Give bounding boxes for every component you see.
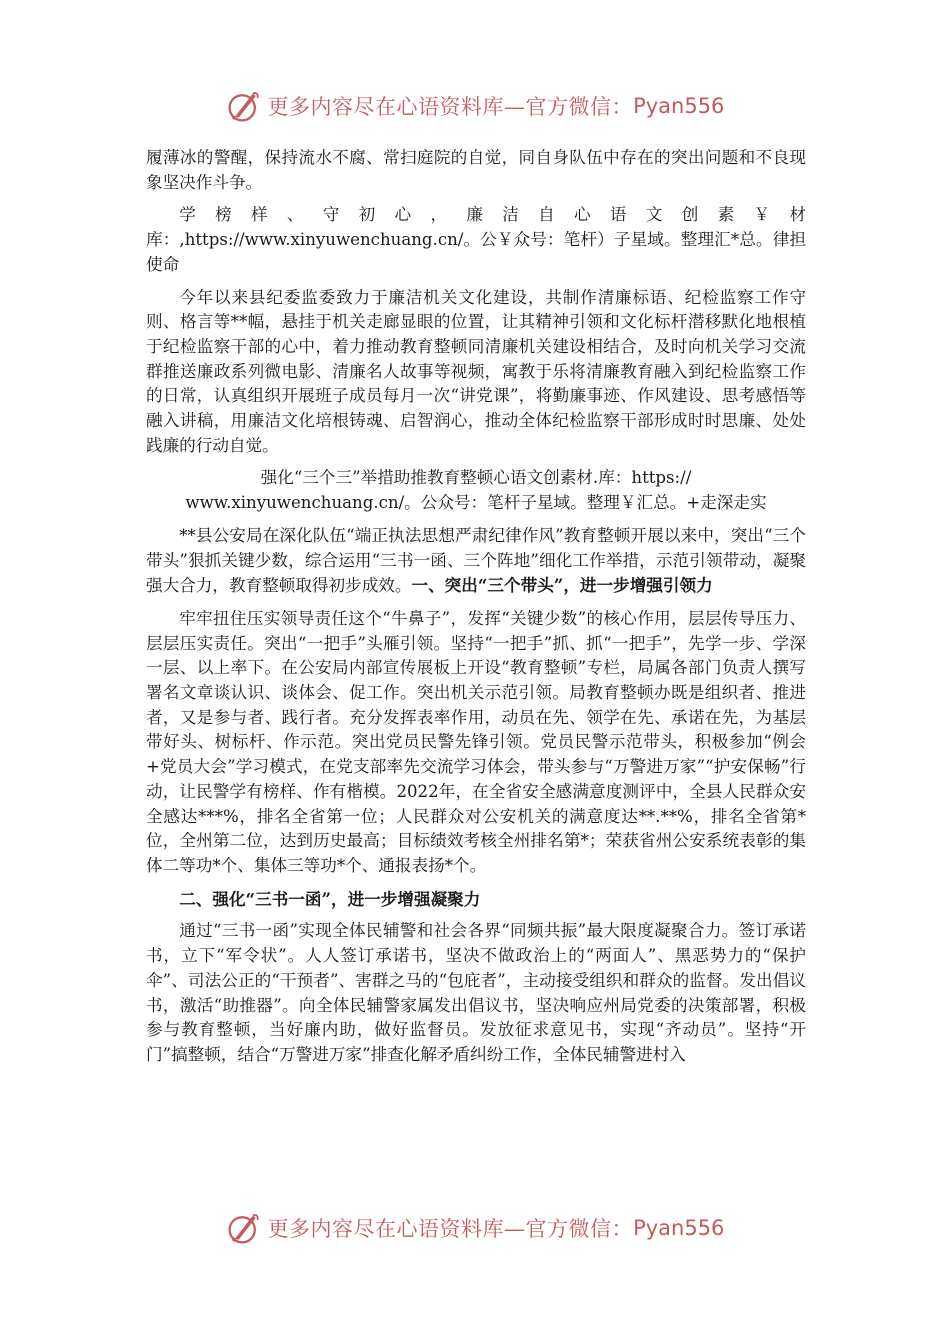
header-watermark-banner <box>0 86 950 126</box>
quill-logo-icon <box>226 88 262 124</box>
section1-body: 今年以来县纪委监委致力于廉洁机关文化建设，共制作清廉标语、纪检监察工作守则、格言等**幅，悬挂于机关走廊显眼的位置，让其精神引领和文化标杆潜移默化地根植于纪检监察干部的心中，着力推动教育整顿同清廉机关建设相结合，及时向机关学习交流群推送廉政系列微电影、清廉名人故事等视频，寓教于乐将清廉教育融入到纪检监察工作的日常，认真组织开展班子成员每月一次“讲党课”，将勤廉事迹、作风建设、思考感悟等融入讲稿，用廉洁文化培根铸魂、启智润心，推动全体纪检监察干部形成时时思廉、处处践廉的行动自觉。 <box>146 287 806 455</box>
banner-text: 更多内容尽在心语资料库—官方微信： <box>267 95 634 119</box>
section2-paragraph-2: 通过“三书一函”实现全体民辅警和社会各界“同频共振”最大限度凝聚合力。签订承诺书，立下“军令状”。人人签订承诺书，坚决不做政治上的“两面人”、黑恶势力的“保护伞”、司法公正的“干预者”、害群之马的“包庇者”，主动接受组织和群众的监督。发出倡议书，激活“助推器”。向全体民辅警家属发出倡议书，坚决响应州局党委的决策部署，积极参与教育整顿，当好廉内助，做好监督员。发放征求意见书，实现“齐动员”。坚持“开门”搞整顿，结合“万警进万家”排查化解矛盾纠纷工作，全体民辅警进村入 <box>146 921 806 1064</box>
footer-watermark-banner <box>0 1208 950 1248</box>
section2-heading-line2: www.xinyuwenchuang.cn/。公众号：笔杆子星域。整理￥汇总。+走深走实 <box>185 493 767 513</box>
banner-wechat-id: Pyan556 <box>633 94 725 118</box>
document-body <box>146 146 806 1068</box>
banner-text: 更多内容尽在心语资料库—官方微信： <box>267 1217 634 1241</box>
section2-heading-line1: 强化“三个三”举措助推教育整顿心语文创素材.库：https:// <box>260 468 692 488</box>
section2-paragraph-1: 牢牢扭住压实领导责任这个“牛鼻子”，发挥“关键少数”的核心作用，层层传导压力、层层压实责任。突出“一把手”头雁引领。坚持“一把手”抓、抓“一把手”，先学一步、学深一层、以上率下。在公安局内部宣传展板上开设“教育整顿”专栏，局属各部门负责人撰写署名文章谈认识、谈体会、促工作。突出机关示范引领。局教育整顿办既是组织者、推进者，又是参与者、践行者。充分发挥表率作用，动员在先、领学在先、承诺在先，为基层带好头、树标杆、作示范。突出党员民警先锋引领。党员民警示范带头，积极参加“例会+党员大会”学习模式，在党支部率先交流学习体会，带头参与“万警进万家”“护安保畅”行动，让民警学有榜样、作有楷模。2022年，在全省安全感满意度测评中，全县人民群众安全感达***%，排名全省第一位；人民群众对公安机关的满意度达**.**%，排名全省第*位，全州第二位，达到历史最高；目标绩效考核全州排名第*；荣获省州公安系统表彰的集体二等功*个、集体三等功*个、通报表扬*个。 <box>146 608 806 875</box>
section2-intro-text: **县公安局在深化队伍“端正执法思想严肃纪律作风”教育整顿开展以来中，突出“三个带头”狠抓关键少数，综合运用“三书一函、三个阵地”细化工作举措，示范引领带动，凝聚强大合力，教育整顿取得初步成效。 <box>146 525 806 596</box>
section1-heading: 学榜样、守初心，廉洁自心语文创素￥材库：,https://www.xinyuwenchuang.cn/。公￥众号：笔杆）子星域。整理汇*总。律担使命 <box>146 205 806 274</box>
subheading-one: 一、突出“三个带头”，进一步增强引领力 <box>411 575 713 596</box>
section2-intro <box>146 524 806 599</box>
subheading-two: 二、强化“三书一函”，进一步增强凝聚力 <box>179 888 481 909</box>
paragraph-continued: 履薄冰的警醒，保持流水不腐、常扫庭院的自觉，同自身队伍中存在的突出问题和不良现象坚决作斗争。 <box>146 148 806 192</box>
quill-logo-icon <box>226 1210 262 1246</box>
banner-wechat-id: Pyan556 <box>633 1216 725 1240</box>
